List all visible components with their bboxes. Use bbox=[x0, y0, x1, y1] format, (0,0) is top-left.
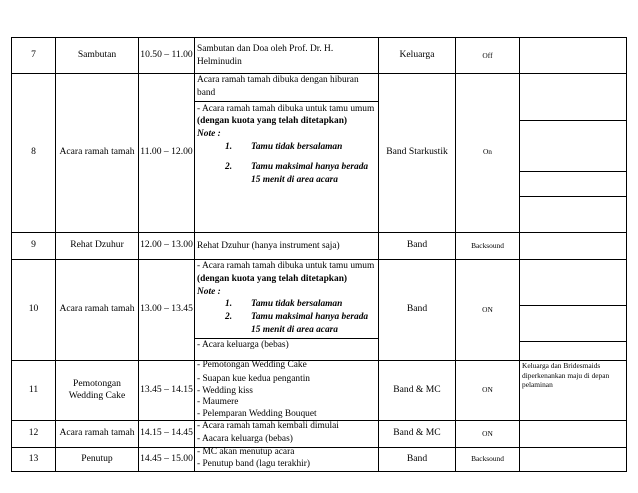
status: On bbox=[455, 72, 519, 232]
description bbox=[194, 72, 378, 232]
description-line: - Acara ramah tamah kembali dimulai bbox=[197, 421, 339, 431]
table-row bbox=[11, 447, 627, 472]
activity-name: Acara ramah tamah bbox=[55, 420, 138, 447]
description bbox=[194, 360, 378, 420]
note-text: Tamu maksimal hanya berada 15 menit di area acara bbox=[251, 312, 369, 335]
description bbox=[194, 259, 378, 360]
description-bold-text: (dengan kuota yang telah ditetapkan) bbox=[197, 273, 348, 284]
note-number: 1. bbox=[225, 141, 233, 152]
activity-name: Acara ramah tamah bbox=[55, 259, 138, 360]
activity-name: Acara ramah tamah bbox=[55, 72, 138, 232]
time-range: 14.15 – 14.45 bbox=[138, 420, 194, 447]
description-line: - Acara keluarga (bebas) bbox=[197, 339, 289, 350]
note-text: Tamu tidak bersalaman bbox=[251, 141, 343, 152]
note-label: Note : bbox=[197, 129, 221, 140]
activity-name: Pemotongan Wedding Cake bbox=[55, 360, 138, 420]
person-in-charge: Keluarga bbox=[378, 38, 455, 73]
note-item bbox=[197, 141, 376, 154]
description-line: - Pemotongan Wedding Cake bbox=[197, 360, 307, 370]
activity-name: Rehat Dzuhur bbox=[55, 232, 138, 259]
divider bbox=[520, 171, 626, 172]
note-number: 1. bbox=[225, 299, 233, 310]
notes-cell bbox=[519, 420, 627, 447]
description bbox=[194, 420, 378, 447]
row-number: 10 bbox=[11, 259, 55, 360]
note-item bbox=[197, 311, 376, 337]
description-line: - Wedding kiss bbox=[197, 385, 253, 396]
person-in-charge: Band Starkustik bbox=[378, 72, 455, 232]
status: Backsound bbox=[455, 447, 519, 471]
description-line: Acara ramah tamah dibuka dengan hiburan band bbox=[197, 75, 359, 98]
status: Off bbox=[455, 38, 519, 73]
divider bbox=[520, 120, 626, 121]
note-text: Tamu maksimal hanya berada 15 menit di area acara bbox=[251, 161, 369, 185]
note-text: Tamu tidak bersalaman bbox=[251, 299, 343, 310]
row-number: 11 bbox=[11, 360, 55, 420]
description-line: - MC akan menutup acara bbox=[197, 447, 295, 457]
description-line: - Penutup band (lagu terakhir) bbox=[197, 458, 310, 469]
notes-cell bbox=[519, 38, 627, 73]
description-text: - Acara ramah tamah dibuka untuk tamu umum bbox=[197, 261, 375, 271]
row-number: 7 bbox=[11, 38, 55, 73]
person-in-charge: Band & MC bbox=[378, 360, 455, 420]
description bbox=[194, 38, 378, 73]
divider bbox=[520, 196, 626, 197]
description-line: - Aacara keluarga (bebas) bbox=[197, 433, 293, 444]
time-range: 11.00 – 12.00 bbox=[138, 72, 194, 232]
row-number: 9 bbox=[11, 232, 55, 259]
person-in-charge: Band bbox=[378, 232, 455, 259]
description-text: - Acara ramah tamah dibuka untuk tamu umum bbox=[197, 103, 375, 114]
description-line bbox=[197, 260, 376, 286]
note-number: 2. bbox=[225, 312, 233, 323]
status: ON bbox=[455, 420, 519, 447]
notes-cell bbox=[519, 232, 627, 259]
row-number: 13 bbox=[11, 447, 55, 471]
time-range: 10.50 – 11.00 bbox=[138, 38, 194, 73]
activity-name: Penutup bbox=[55, 447, 138, 471]
note-item bbox=[197, 161, 376, 187]
divider bbox=[520, 305, 626, 306]
description-line: Rehat Dzuhur (hanya instrument saja) bbox=[197, 240, 340, 251]
status: Backsound bbox=[455, 232, 519, 259]
description-line: - Pelemparan Wedding Bouquet bbox=[197, 409, 317, 420]
description-line: - Maumere bbox=[197, 397, 239, 408]
description bbox=[194, 232, 378, 259]
status: ON bbox=[455, 360, 519, 420]
row-number: 8 bbox=[11, 72, 55, 232]
time-range: 12.00 – 13.00 bbox=[138, 232, 194, 259]
notes-cell bbox=[519, 72, 627, 232]
time-range: 13.45 – 14.15 bbox=[138, 360, 194, 420]
table-row bbox=[11, 360, 627, 421]
table-row bbox=[11, 72, 627, 233]
divider bbox=[520, 341, 626, 342]
row-number: 12 bbox=[11, 420, 55, 447]
person-in-charge: Band & MC bbox=[378, 420, 455, 447]
notes-cell bbox=[519, 259, 627, 360]
table-row bbox=[11, 232, 627, 260]
description-line: Sambutan dan Doa oleh Prof. Dr. H. Helminudin bbox=[197, 44, 334, 67]
description-line: - Suapan kue kedua pengantin bbox=[197, 373, 310, 384]
table-row bbox=[11, 259, 627, 361]
description bbox=[194, 447, 378, 471]
note-label: Note : bbox=[197, 286, 221, 297]
description-line bbox=[197, 103, 376, 129]
notes-cell: Keluarga dan Bridesmaids diperkenankan maju di depan pelaminan bbox=[519, 360, 627, 420]
description-bold-text: (dengan kuota yang telah ditetapkan) bbox=[197, 116, 348, 127]
person-in-charge: Band bbox=[378, 259, 455, 360]
notes-cell bbox=[519, 447, 627, 471]
activity-name: Sambutan bbox=[55, 38, 138, 73]
person-in-charge: Band bbox=[378, 447, 455, 471]
note-number: 2. bbox=[225, 161, 233, 172]
table-row bbox=[11, 37, 627, 74]
note-item bbox=[197, 298, 376, 311]
table-row bbox=[11, 420, 627, 448]
time-range: 13.00 – 13.45 bbox=[138, 259, 194, 360]
status: ON bbox=[455, 259, 519, 360]
time-range: 14.45 – 15.00 bbox=[138, 447, 194, 471]
